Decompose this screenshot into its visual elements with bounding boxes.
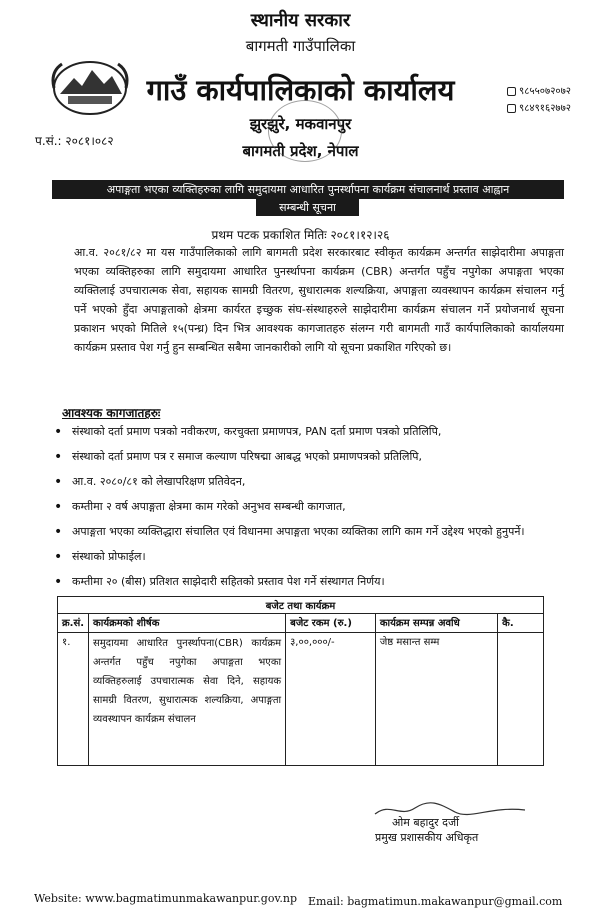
- publication-date: प्रथम पटक प्रकाशित मितिः २०८१।१२।२६: [211, 228, 390, 242]
- phone-icon: [507, 87, 516, 96]
- list-item: • कम्तीमा २० (बीस) प्रतिशत साझेदारी सहितको प्रस्ताव पेश गर्ने संस्थागत निर्णय।: [44, 572, 574, 592]
- list-item: • संस्थाको दर्ता प्रमाण पत्र र समाज कल्याण परिषद्मा आबद्ध भएको प्रमाणपत्रको प्रतिलिपि,: [44, 447, 574, 467]
- list-item: • संस्थाको प्रोफाईल।: [44, 547, 574, 567]
- office-stamp: [268, 100, 342, 162]
- requirements-heading: आवश्यक कागजातहरुः: [62, 406, 161, 420]
- footer-website: Website: www.bagmatimunmakawanpur.gov.np: [34, 892, 298, 905]
- table-caption: बजेट तथा कार्यक्रम: [58, 597, 544, 614]
- cell-title: समुदायमा आधारित पुनर्स्थापना(CBR) कार्यक्रम अन्तर्गत पहुँच नपुगेका अपाङ्गता भएका व्यक्तिहरुलाई उपचारात्मक सेवा दिने, सहायक सामग्री वितरण, सुधारात्मक शल्यक्रिया, अपाङ्गता व्यवस्थापन कार्यक्रम संचालन: [89, 633, 286, 766]
- office-name: गाउँ कार्यपालिकाको कार्यालय: [146, 73, 455, 107]
- signatory-title: प्रमुख प्रशासकीय अधिकृत: [375, 831, 479, 844]
- table-header-row: [58, 614, 544, 633]
- requirements-list: [44, 420, 574, 597]
- list-item: • अपाङ्गता भएका व्यक्तिद्धारा संचालित एवं विधानमा अपाङ्गता भएका व्यक्तिका लागि काम गर्ने उद्देश्य भएको हुनुपर्ने।: [44, 522, 574, 542]
- phone-icon: [507, 104, 516, 113]
- column-header: कार्यक्रम सम्पन्न अवधि: [375, 614, 497, 633]
- phone-1: [507, 83, 571, 97]
- cell-budget: ३,००,०००/-: [286, 633, 376, 766]
- reference-number: प.सं.: २०८१।०८२: [35, 134, 114, 148]
- notice-title-line2: सम्बन्धी सूचना: [256, 199, 359, 216]
- column-header: कै.: [498, 614, 544, 633]
- list-item: • संस्थाको दर्ता प्रमाण पत्रको नवीकरण, करचुक्ता प्रमाणपत्र, PAN दर्ता प्रमाण पत्रको प्रतिलिपि,: [44, 422, 574, 442]
- footer-email: Email: bagmatimun.makawanpur@gmail.com: [308, 895, 563, 908]
- budget-table: [57, 596, 544, 766]
- column-header: बजेट रकम (रु.): [286, 614, 376, 633]
- cell-sn: १.: [58, 633, 89, 766]
- phone-number: ९८४९१६२७७२: [519, 103, 571, 114]
- table-row: [58, 633, 544, 766]
- signatory-name: ओम बहादुर दर्जी: [392, 816, 459, 829]
- column-header: क्र.सं.: [58, 614, 89, 633]
- list-item: • आ.व. २०८०/८१ को लेखापरिक्षण प्रतिवेदन,: [44, 472, 574, 492]
- address-line1: झुरझुरे, मकवानपुर: [249, 115, 352, 133]
- header-line2: बागमती गाउँपालिका: [245, 37, 356, 55]
- body-paragraph: आ.व. २०८१/८२ मा यस गाउँपालिकाको लागि बागमती प्रदेश सरकारबाट स्वीकृत कार्यक्रम अन्तर्गत साझेदारीमा अपाङ्गता भएका व्यक्तिहरुका लागि समुदायमा आधारित पुनर्स्थापना कार्यक्रम (CBR) अन्तर्गत पहुँच नपुगेका अपाङ्गता भएका व्यक्तिलाई उपचारात्मक सेवा, सहायक सामग्री वितरण, सुधारात्मक शल्यक्रिया, अपाङ्गता व्यवस्थापन कार्यक्रम संचालन गर्नु पर्ने भएको हुँदा अपाङ्गताको क्षेत्रमा कार्यरत इच्छुक संघ-संस्थाहरुले साझेदारीमा कार्यक्रम संचालन गर्ने प्रयोजनार्थ सूचना प्रकाशन भएको मितिले १५(पन्ध्र) दिन भित्र आवश्यक कागजातहरु संलग्न गरी बागमती गाउँ कार्यपालिकाको कार्यालयमा कार्यक्रम प्रस्ताव पेश गर्नु हुन सम्बन्धित सबैमा जानकारीको लागि यो सूचना प्रकाशित गरिएको छ।: [74, 246, 564, 354]
- header-line1: स्थानीय सरकार: [250, 10, 351, 31]
- cell-remarks: [498, 633, 544, 766]
- column-header: कार्यक्रमको शीर्षक: [89, 614, 286, 633]
- phone-number: ९८५५०७२०७२: [519, 86, 571, 97]
- list-item: • कम्तीमा २ वर्ष अपाङ्गता क्षेत्रमा काम गरेको अनुभव सम्बन्धी कागजात,: [44, 497, 574, 517]
- cell-duration: जेष्ठ मसान्त सम्म: [375, 633, 497, 766]
- notice-title: अपाङ्गता भएका व्यक्तिहरुका लागि समुदायमा आधारित पुनर्स्थापना कार्यक्रम संचालनार्थ प्रस्ताव आह्वान: [52, 180, 564, 199]
- address-line2: बागमती प्रदेश, नेपाल: [242, 142, 359, 160]
- phone-2: [507, 100, 571, 114]
